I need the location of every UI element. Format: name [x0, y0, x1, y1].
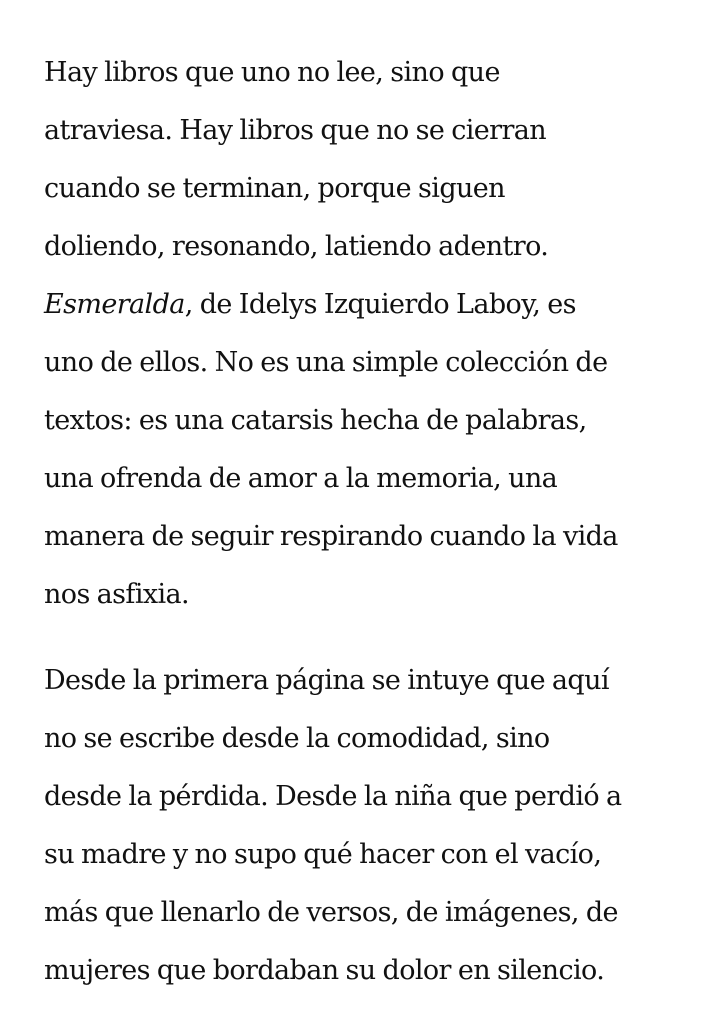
text-line: [44, 160, 694, 218]
paragraph-2: [44, 652, 694, 1000]
text-segment: textos: es una catarsis hecha de palabras,: [44, 405, 587, 436]
text-line: [44, 768, 694, 826]
text-segment: más que llenarlo de versos, de imágenes, de: [44, 897, 618, 928]
text-segment: uno de ellos. No es una simple colección de: [44, 347, 608, 378]
text-line: [44, 44, 694, 102]
book-title-italic: Esmeralda: [44, 289, 185, 320]
text-segment: no se escribe desde la comodidad, sino: [44, 723, 550, 754]
text-segment: atraviesa. Hay libros que no se cierran: [44, 115, 547, 146]
text-line: [44, 652, 694, 710]
text-segment: , de Idelys Izquierdo Laboy, es: [184, 289, 576, 320]
text-line: [44, 942, 694, 1000]
text-segment: Hay libros que uno no lee, sino que: [44, 57, 500, 88]
article-body: [44, 44, 694, 1000]
text-segment: doliendo, resonando, latiendo adentro.: [44, 231, 549, 262]
text-segment: cuando se terminan, porque siguen: [44, 173, 505, 204]
text-line: [44, 710, 694, 768]
text-segment: mujeres que bordaban su dolor en silencio.: [44, 955, 605, 986]
text-line: [44, 884, 694, 942]
text-segment: nos asfixia.: [44, 579, 190, 610]
text-line: [44, 276, 694, 334]
text-line: [44, 826, 694, 884]
text-line: [44, 508, 694, 566]
text-line: [44, 218, 694, 276]
text-line: [44, 334, 694, 392]
text-line: [44, 566, 694, 624]
text-segment: Desde la primera página se intuye que aquí: [44, 665, 609, 696]
paragraph-1: [44, 44, 694, 624]
text-segment: desde la pérdida. Desde la niña que perdió a: [44, 781, 622, 812]
text-line: [44, 450, 694, 508]
text-segment: manera de seguir respirando cuando la vida: [44, 521, 618, 552]
text-line: [44, 392, 694, 450]
text-segment: una ofrenda de amor a la memoria, una: [44, 463, 558, 494]
text-segment: su madre y no supo qué hacer con el vacío,: [44, 839, 602, 870]
text-line: [44, 102, 694, 160]
